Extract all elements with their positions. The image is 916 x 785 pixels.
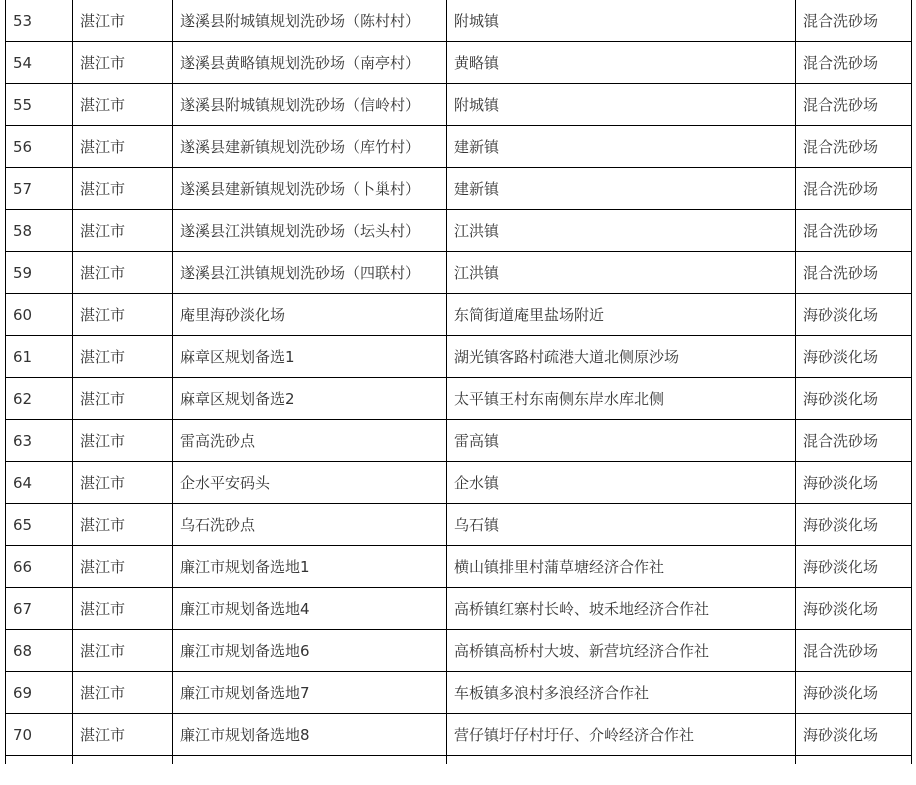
row-number-cell: 57 bbox=[6, 168, 73, 210]
city-cell: 湛江市 bbox=[73, 588, 173, 630]
location-cell: 横山镇排里村蒲草塘经济合作社 bbox=[447, 546, 796, 588]
table-row bbox=[6, 420, 912, 462]
site-name-cell: 廉江市规划备选地6 bbox=[173, 630, 447, 672]
location-cell: 东简街道庵里盐场附近 bbox=[447, 294, 796, 336]
site-name-cell: 廉江市规划备选地4 bbox=[173, 588, 447, 630]
table-row bbox=[6, 168, 912, 210]
row-number-cell: 64 bbox=[6, 462, 73, 504]
row-number-cell: 60 bbox=[6, 294, 73, 336]
row-number-cell: 63 bbox=[6, 420, 73, 462]
table-row bbox=[6, 378, 912, 420]
city-cell: 湛江市 bbox=[73, 42, 173, 84]
city-cell: 湛江市 bbox=[73, 462, 173, 504]
site-type-cell: 混合洗砂场 bbox=[796, 42, 912, 84]
city-cell: 湛江市 bbox=[73, 504, 173, 546]
site-type-cell: 海砂淡化场 bbox=[796, 588, 912, 630]
site-name-cell: 遂溪县建新镇规划洗砂场（卜巢村） bbox=[173, 168, 447, 210]
location-cell: 高桥镇高桥村大坡、新营坑经济合作社 bbox=[447, 630, 796, 672]
city-cell: 湛江市 bbox=[73, 126, 173, 168]
row-number-cell: 62 bbox=[6, 378, 73, 420]
site-type-cell: 混合洗砂场 bbox=[796, 420, 912, 462]
location-cell: 雷高镇 bbox=[447, 420, 796, 462]
table-row bbox=[6, 84, 912, 126]
table-body bbox=[6, 0, 912, 764]
table-row bbox=[6, 126, 912, 168]
empty-cell bbox=[796, 756, 912, 764]
site-type-cell: 海砂淡化场 bbox=[796, 294, 912, 336]
site-type-cell: 海砂淡化场 bbox=[796, 714, 912, 756]
row-number-cell: 59 bbox=[6, 252, 73, 294]
site-type-cell: 海砂淡化场 bbox=[796, 336, 912, 378]
site-type-cell: 海砂淡化场 bbox=[796, 462, 912, 504]
site-type-cell: 海砂淡化场 bbox=[796, 672, 912, 714]
table-row bbox=[6, 504, 912, 546]
site-name-cell: 麻章区规划备选2 bbox=[173, 378, 447, 420]
site-name-cell: 遂溪县附城镇规划洗砂场（陈村村） bbox=[173, 0, 447, 42]
city-cell: 湛江市 bbox=[73, 294, 173, 336]
row-number-cell: 69 bbox=[6, 672, 73, 714]
city-cell: 湛江市 bbox=[73, 0, 173, 42]
site-type-cell: 混合洗砂场 bbox=[796, 252, 912, 294]
site-name-cell: 麻章区规划备选1 bbox=[173, 336, 447, 378]
site-type-cell: 海砂淡化场 bbox=[796, 546, 912, 588]
table-row bbox=[6, 672, 912, 714]
location-cell: 建新镇 bbox=[447, 168, 796, 210]
site-type-cell: 海砂淡化场 bbox=[796, 378, 912, 420]
location-cell: 江洪镇 bbox=[447, 210, 796, 252]
city-cell: 湛江市 bbox=[73, 714, 173, 756]
row-number-cell: 67 bbox=[6, 588, 73, 630]
row-number-cell: 53 bbox=[6, 0, 73, 42]
table-row bbox=[6, 462, 912, 504]
row-number-cell: 55 bbox=[6, 84, 73, 126]
site-name-cell: 雷高洗砂点 bbox=[173, 420, 447, 462]
row-number-cell: 56 bbox=[6, 126, 73, 168]
row-number-cell: 70 bbox=[6, 714, 73, 756]
site-type-cell: 混合洗砂场 bbox=[796, 126, 912, 168]
location-cell: 高桥镇红寨村长岭、坡禾地经济合作社 bbox=[447, 588, 796, 630]
city-cell: 湛江市 bbox=[73, 546, 173, 588]
location-cell: 黄略镇 bbox=[447, 42, 796, 84]
table-row bbox=[6, 336, 912, 378]
table-row bbox=[6, 294, 912, 336]
site-type-cell: 混合洗砂场 bbox=[796, 84, 912, 126]
table-row bbox=[6, 252, 912, 294]
city-cell: 湛江市 bbox=[73, 420, 173, 462]
location-cell: 太平镇王村东南侧东岸水库北侧 bbox=[447, 378, 796, 420]
site-type-cell: 混合洗砂场 bbox=[796, 0, 912, 42]
table-row bbox=[6, 0, 912, 42]
location-cell: 附城镇 bbox=[447, 0, 796, 42]
site-name-cell: 廉江市规划备选地8 bbox=[173, 714, 447, 756]
row-number-cell: 68 bbox=[6, 630, 73, 672]
row-number-cell: 61 bbox=[6, 336, 73, 378]
site-name-cell: 企水平安码头 bbox=[173, 462, 447, 504]
location-cell: 车板镇多浪村多浪经济合作社 bbox=[447, 672, 796, 714]
site-type-cell: 海砂淡化场 bbox=[796, 504, 912, 546]
table-row bbox=[6, 714, 912, 756]
location-cell: 湖光镇客路村疏港大道北侧原沙场 bbox=[447, 336, 796, 378]
location-cell: 江洪镇 bbox=[447, 252, 796, 294]
table-row bbox=[6, 588, 912, 630]
city-cell: 湛江市 bbox=[73, 336, 173, 378]
city-cell: 湛江市 bbox=[73, 168, 173, 210]
site-name-cell: 廉江市规划备选地7 bbox=[173, 672, 447, 714]
location-cell: 营仔镇圩仔村圩仔、介岭经济合作社 bbox=[447, 714, 796, 756]
row-number-cell: 65 bbox=[6, 504, 73, 546]
site-type-cell: 混合洗砂场 bbox=[796, 168, 912, 210]
site-name-cell: 遂溪县黄略镇规划洗砂场（南亭村） bbox=[173, 42, 447, 84]
table-row bbox=[6, 210, 912, 252]
empty-cell bbox=[173, 756, 447, 764]
site-name-cell: 廉江市规划备选地1 bbox=[173, 546, 447, 588]
site-table bbox=[5, 0, 912, 764]
table-row bbox=[6, 42, 912, 84]
site-name-cell: 庵里海砂淡化场 bbox=[173, 294, 447, 336]
row-number-cell: 54 bbox=[6, 42, 73, 84]
city-cell: 湛江市 bbox=[73, 210, 173, 252]
site-name-cell: 乌石洗砂点 bbox=[173, 504, 447, 546]
city-cell: 湛江市 bbox=[73, 672, 173, 714]
city-cell: 湛江市 bbox=[73, 84, 173, 126]
location-cell: 建新镇 bbox=[447, 126, 796, 168]
site-name-cell: 遂溪县建新镇规划洗砂场（库竹村） bbox=[173, 126, 447, 168]
city-cell: 湛江市 bbox=[73, 630, 173, 672]
site-name-cell: 遂溪县附城镇规划洗砂场（信岭村） bbox=[173, 84, 447, 126]
site-type-cell: 混合洗砂场 bbox=[796, 210, 912, 252]
row-number-cell: 58 bbox=[6, 210, 73, 252]
site-type-cell: 混合洗砂场 bbox=[796, 630, 912, 672]
table-row bbox=[6, 546, 912, 588]
empty-cell bbox=[6, 756, 73, 764]
location-cell: 企水镇 bbox=[447, 462, 796, 504]
site-table-container bbox=[5, 0, 911, 764]
table-row-partial bbox=[6, 756, 912, 764]
table-row bbox=[6, 630, 912, 672]
city-cell: 湛江市 bbox=[73, 378, 173, 420]
city-cell: 湛江市 bbox=[73, 252, 173, 294]
location-cell: 附城镇 bbox=[447, 84, 796, 126]
empty-cell bbox=[447, 756, 796, 764]
empty-cell bbox=[73, 756, 173, 764]
site-name-cell: 遂溪县江洪镇规划洗砂场（四联村） bbox=[173, 252, 447, 294]
site-name-cell: 遂溪县江洪镇规划洗砂场（坛头村） bbox=[173, 210, 447, 252]
location-cell: 乌石镇 bbox=[447, 504, 796, 546]
row-number-cell: 66 bbox=[6, 546, 73, 588]
